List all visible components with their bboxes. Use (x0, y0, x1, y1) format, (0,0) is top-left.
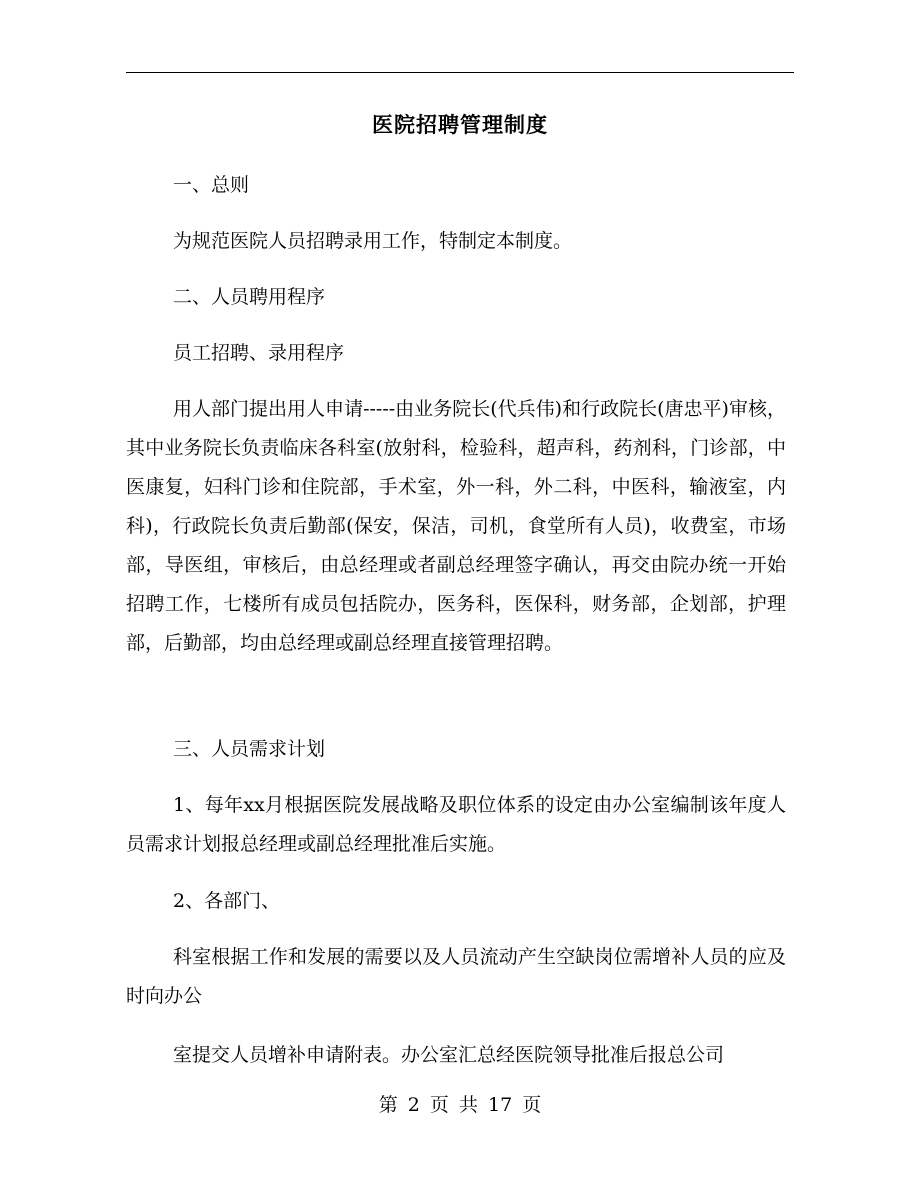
paragraph-hiring-subheading: 员工招聘、录用程序 (173, 342, 345, 364)
paragraph-demand-heading: 三、人员需求计划 (173, 738, 326, 760)
paragraph-demand-item-2: 2、各部门、 (173, 890, 281, 912)
paragraph-general-heading: 一、总则 (173, 174, 250, 196)
paragraph-demand-item-2-text: 科室根据工作和发展的需要以及人员流动产生空缺岗位需增补人员的应及时向办公 (126, 946, 786, 1007)
paragraph-general-text: 为规范医院人员招聘录用工作，特制定本制度。 (173, 230, 573, 252)
paragraph-demand-item-1: 1、每年xx月根据医院发展战略及职位体系的设定由办公室编制该年度人员需求计划报总经理或副总经理批准后实施。 (126, 794, 786, 855)
page-title: 医院招聘管理制度 (372, 112, 548, 137)
paragraph-hiring-process: 用人部门提出用人申请-----由业务院长(代兵伟)和行政院长(唐忠平)审核，其中业务院长负责临床各科室(放射科，检验科，超声科，药剂科，门诊部，中医康复，妇科门诊和住院部，手术室，外一科，外二科，中医科，输液室，内科)，行政院长负责后勤部(保安，保洁，司机，食堂所有人员)，收费室，市场部，导医组，审核后，由总经理或者副总经理签字确认，再交由院办统一开始招聘工作，七楼所有成员包括院办，医务科，医保科，财务部，企划部，护理部，后勤部，均由总经理或副总经理直接管理招聘。 (126, 398, 786, 654)
paragraph-hiring-heading: 二、人员聘用程序 (173, 286, 326, 308)
paragraph-demand-item-2-continued: 室提交人员增补申请附表。办公室汇总经医院领导批准后报总公司 (173, 1044, 725, 1066)
header-rule (126, 72, 794, 73)
page-footer: 第 2 页 共 17 页 (378, 1094, 542, 1116)
